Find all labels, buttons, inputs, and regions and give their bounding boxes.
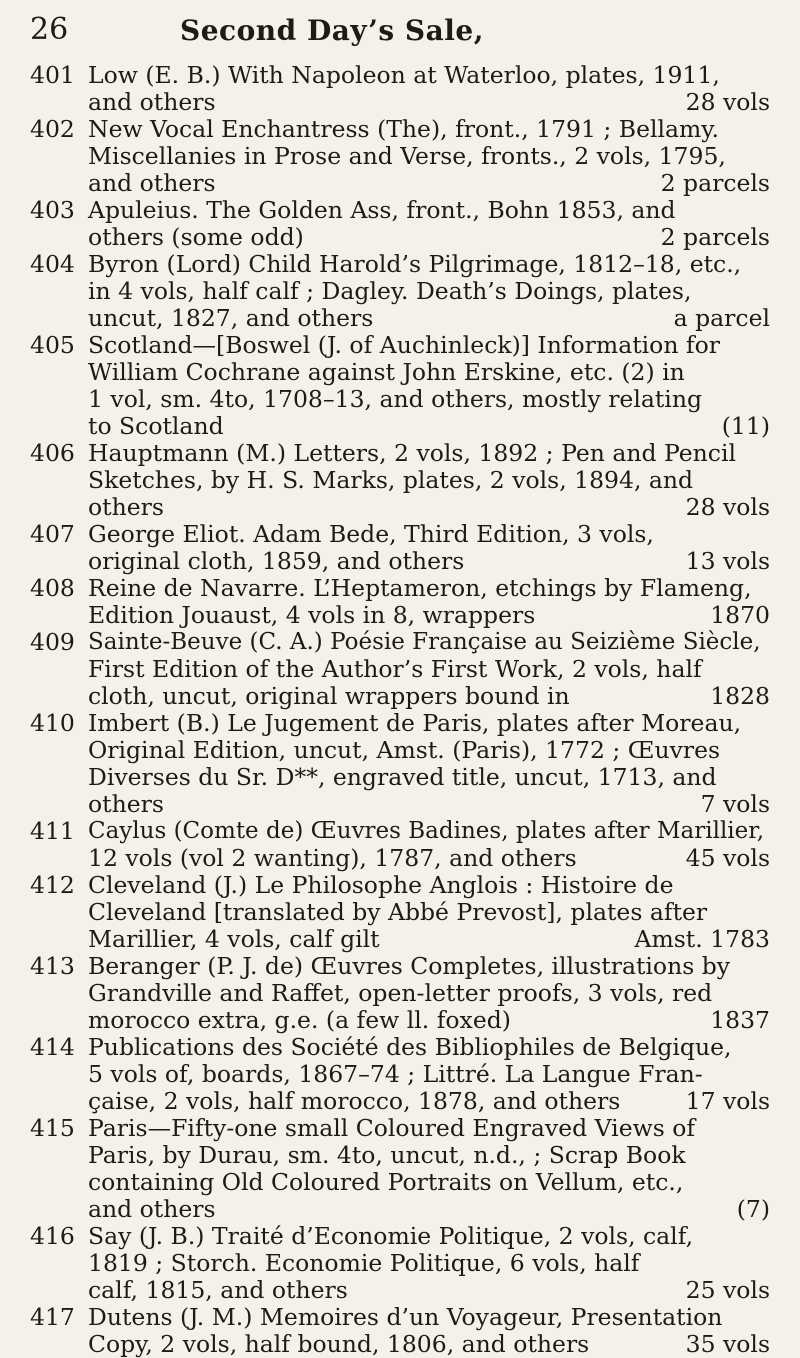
- lot-text: cloth, uncut, original wrappers bound in: [88, 682, 570, 710]
- lot-line: [88, 1007, 770, 1034]
- lot-number: 405: [30, 331, 75, 359]
- lot-entry: [30, 953, 770, 1034]
- lot-line: [88, 467, 770, 494]
- lot-line: [88, 440, 770, 467]
- lot-line: [88, 89, 770, 116]
- lot-line: [88, 656, 770, 683]
- lot-line: [88, 1115, 770, 1142]
- lot-line: [88, 332, 770, 359]
- lot-number: 415: [30, 1114, 75, 1142]
- lot-text: others (some odd): [88, 223, 304, 251]
- lot-line: [88, 872, 770, 899]
- lot-line: [88, 1250, 770, 1277]
- lot-line: [88, 62, 770, 89]
- lot-number: 406: [30, 439, 75, 467]
- lot-text: Paris, by Durau, sm. 4to, uncut, n.d., ; Scrap Book: [88, 1141, 686, 1169]
- lot-line: [88, 791, 770, 818]
- lot-entry: [30, 62, 770, 116]
- lot-line: [88, 575, 770, 602]
- page-header: [30, 12, 770, 52]
- lot-quantity: 7 vols: [700, 790, 770, 818]
- lot-line: [88, 1277, 770, 1304]
- page-number: 26: [30, 12, 69, 47]
- lot-text: Beranger (P. J. de) Œuvres Completes, illustrations by: [88, 952, 731, 980]
- lot-line: [88, 953, 770, 980]
- lot-list: [30, 62, 770, 1358]
- lot-line: [88, 359, 770, 386]
- lot-number: 402: [30, 115, 75, 143]
- lot-text: Imbert (B.) Le Jugement de Paris, plates after Moreau,: [88, 709, 742, 737]
- lot-text: uncut, 1827, and others: [88, 304, 374, 332]
- lot-line: [88, 386, 770, 413]
- lot-text: Diverses du Sr. D**, engraved title, uncut, 1713, and: [88, 763, 717, 791]
- lot-entry: [30, 116, 770, 197]
- running-title: Second Day’s Sale,: [180, 14, 484, 47]
- lot-line: [88, 683, 770, 710]
- lot-text: Scotland—[Boswel (J. of Auchinleck)] Information for: [88, 331, 720, 359]
- lot-quantity: a parcel: [673, 304, 770, 332]
- lot-line: [88, 251, 770, 278]
- lot-line: [88, 818, 770, 845]
- lot-line: [88, 494, 770, 521]
- lot-entry: [30, 629, 770, 710]
- lot-text: Dutens (J. M.) Memoires d’un Voyageur, Presentation: [88, 1303, 723, 1331]
- lot-text: Paris—Fifty-one small Coloured Engraved Views of: [88, 1114, 696, 1142]
- lot-entry: [30, 197, 770, 251]
- lot-entry: [30, 251, 770, 332]
- lot-text: morocco extra, g.e. (a few ll. foxed): [88, 1006, 511, 1034]
- lot-line: [88, 602, 770, 629]
- lot-number: 413: [30, 952, 75, 980]
- lot-entry: [30, 1304, 770, 1358]
- lot-quantity: 1828: [710, 682, 770, 710]
- lot-text: to Scotland: [88, 412, 224, 440]
- lot-quantity: (7): [736, 1195, 770, 1223]
- lot-entry: [30, 332, 770, 440]
- lot-text: George Eliot. Adam Bede, Third Edition, 3 vols,: [88, 520, 654, 548]
- lot-entry: [30, 1115, 770, 1223]
- lot-quantity: 1870: [710, 601, 770, 629]
- lot-text: Sketches, by H. S. Marks, plates, 2 vols, 1894, and: [88, 466, 694, 494]
- lot-text: Edition Jouaust, 4 vols in 8, wrappers: [88, 601, 536, 629]
- lot-text: Publications des Société des Bibliophiles de Belgique,: [88, 1033, 732, 1061]
- lot-quantity: 25 vols: [685, 1276, 770, 1304]
- lot-line: [88, 710, 770, 737]
- lot-text: original cloth, 1859, and others: [88, 547, 465, 575]
- lot-quantity: 1837: [710, 1006, 770, 1034]
- lot-number: 408: [30, 574, 75, 602]
- lot-number: 407: [30, 520, 75, 548]
- lot-text: William Cochrane against John Erskine, etc. (2) in: [88, 358, 685, 386]
- lot-line: [88, 1223, 770, 1250]
- lot-text: Apuleius. The Golden Ass, front., Bohn 1853, and: [88, 196, 676, 224]
- lot-text: 1819 ; Storch. Economie Politique, 6 vols, half: [88, 1249, 640, 1277]
- lot-number: 403: [30, 196, 75, 224]
- lot-text: Low (E. B.) With Napoleon at Waterloo, plates, 1911,: [88, 61, 720, 89]
- lot-line: [88, 926, 770, 953]
- lot-number: 417: [30, 1303, 75, 1331]
- lot-quantity: 2 parcels: [660, 223, 770, 251]
- lot-number: 412: [30, 871, 75, 899]
- lot-quantity: 45 vols: [685, 844, 770, 872]
- lot-line: [88, 1061, 770, 1088]
- lot-text: Byron (Lord) Child Harold’s Pilgrimage, 1812–18, etc.,: [88, 250, 742, 278]
- lot-number: 409: [30, 628, 75, 656]
- lot-text: and others: [88, 169, 216, 197]
- lot-text: Hauptmann (M.) Letters, 2 vols, 1892 ; Pen and Pencil: [88, 439, 736, 467]
- lot-number: 414: [30, 1033, 75, 1061]
- lot-entry: [30, 872, 770, 953]
- lot-quantity: Amst. 1783: [634, 925, 770, 953]
- lot-line: [88, 1196, 770, 1223]
- lot-line: [88, 1034, 770, 1061]
- lot-text: Original Edition, uncut, Amst. (Paris), 1772 ; Œuvres: [88, 736, 721, 764]
- lot-line: [88, 143, 770, 170]
- lot-line: [88, 1169, 770, 1196]
- lot-number: 410: [30, 709, 75, 737]
- lot-entry: [30, 440, 770, 521]
- lot-line: [88, 278, 770, 305]
- lot-text: and others: [88, 88, 216, 116]
- lot-line: [88, 305, 770, 332]
- lot-line: [88, 764, 770, 791]
- lot-text: Miscellanies in Prose and Verse, fronts., 2 vols, 1795,: [88, 142, 726, 170]
- lot-quantity: 28 vols: [685, 88, 770, 116]
- lot-line: [88, 116, 770, 143]
- lot-line: [88, 170, 770, 197]
- lot-entry: [30, 710, 770, 818]
- lot-text: Reine de Navarre. L’Heptameron, etchings by Flameng,: [88, 574, 752, 602]
- lot-text: Copy, 2 vols, half bound, 1806, and others: [88, 1330, 590, 1358]
- lot-entry: [30, 818, 770, 872]
- lot-line: [88, 224, 770, 251]
- lot-text: and others: [88, 1195, 216, 1223]
- lot-line: [88, 1142, 770, 1169]
- lot-quantity: 35 vols: [685, 1330, 770, 1358]
- lot-text: others: [88, 493, 164, 521]
- lot-line: [88, 737, 770, 764]
- lot-number: 404: [30, 250, 75, 278]
- lot-quantity: 28 vols: [685, 493, 770, 521]
- lot-entry: [30, 575, 770, 629]
- lot-quantity: (11): [721, 412, 770, 440]
- lot-text: Grandville and Raffet, open-letter proofs, 3 vols, red: [88, 979, 713, 1007]
- lot-quantity: 13 vols: [685, 547, 770, 575]
- lot-line: [88, 521, 770, 548]
- lot-quantity: 2 parcels: [660, 169, 770, 197]
- lot-line: [88, 980, 770, 1007]
- lot-text: in 4 vols, half calf ; Dagley. Death’s Doings, plates,: [88, 277, 692, 305]
- lot-line: [88, 548, 770, 575]
- lot-text: calf, 1815, and others: [88, 1276, 348, 1304]
- lot-line: [88, 629, 770, 656]
- lot-text: Sainte-Beuve (C. A.) Poésie Française au Seizième Siècle,: [88, 629, 761, 655]
- lot-line: [88, 1304, 770, 1331]
- lot-text: Say (J. B.) Traité d’Economie Politique, 2 vols, calf,: [88, 1222, 694, 1250]
- lot-line: [88, 1331, 770, 1358]
- lot-text: çaise, 2 vols, half morocco, 1878, and others: [88, 1087, 621, 1115]
- lot-entry: [30, 521, 770, 575]
- lot-entry: [30, 1223, 770, 1304]
- lot-text: First Edition of the Author’s First Work, 2 vols, half: [88, 655, 702, 683]
- lot-line: [88, 899, 770, 926]
- lot-entry: [30, 1034, 770, 1115]
- lot-text: 5 vols of, boards, 1867–74 ; Littré. La Langue Fran-: [88, 1060, 703, 1088]
- lot-text: containing Old Coloured Portraits on Vellum, etc.,: [88, 1168, 684, 1196]
- lot-quantity: 17 vols: [685, 1087, 770, 1115]
- lot-text: 12 vols (vol 2 wanting), 1787, and others: [88, 844, 577, 872]
- lot-text: Cleveland (J.) Le Philosophe Anglois : Histoire de: [88, 871, 674, 899]
- lot-line: [88, 845, 770, 872]
- lot-number: 416: [30, 1222, 75, 1250]
- lot-text: others: [88, 790, 164, 818]
- lot-line: [88, 413, 770, 440]
- lot-number: 411: [30, 817, 75, 845]
- lot-text: Caylus (Comte de) Œuvres Badines, plates after Marillier,: [88, 818, 765, 844]
- lot-text: Marillier, 4 vols, calf gilt: [88, 925, 380, 953]
- lot-text: Cleveland [translated by Abbé Prevost], plates after: [88, 898, 708, 926]
- lot-line: [88, 197, 770, 224]
- lot-number: 401: [30, 61, 75, 89]
- lot-text: 1 vol, sm. 4to, 1708–13, and others, mostly relating: [88, 385, 702, 413]
- lot-text: New Vocal Enchantress (The), front., 1791 ; Bellamy.: [88, 115, 719, 143]
- lot-line: [88, 1088, 770, 1115]
